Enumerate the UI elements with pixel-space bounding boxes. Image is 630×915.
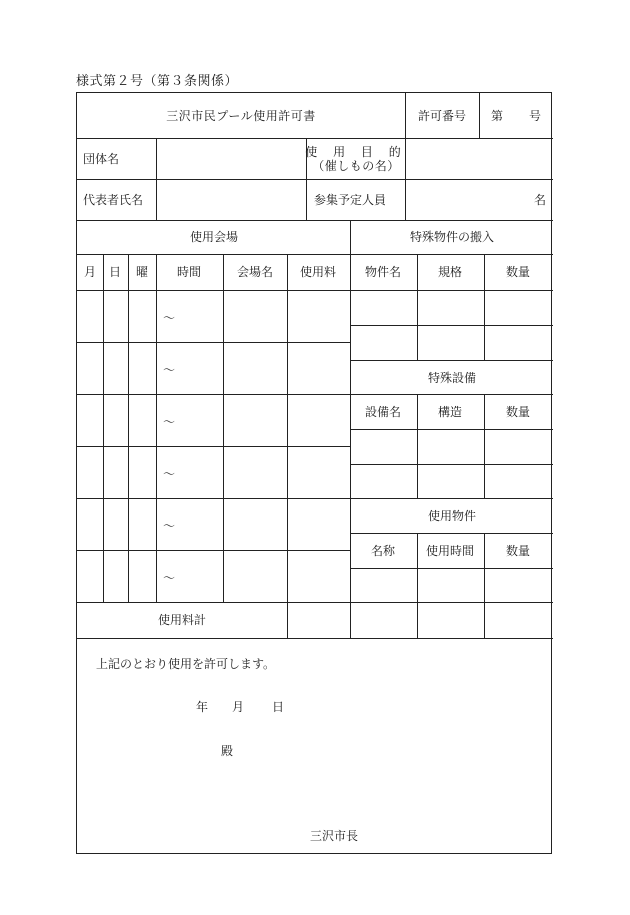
right-row-line — [350, 464, 553, 465]
col-fee: 使用料 — [299, 265, 337, 279]
col-time: 時間 — [176, 265, 202, 279]
line-v — [156, 138, 157, 220]
permit-statement: 上記のとおり使用を許可します。 — [96, 657, 276, 671]
line-h1 — [77, 138, 553, 139]
col-venue-name: 会場名 — [236, 265, 274, 279]
line-v — [479, 93, 480, 138]
venue-row-line — [77, 446, 350, 447]
permit-number-label: 許可番号 — [417, 109, 467, 123]
line-h5 — [77, 290, 553, 291]
col-equipment-name: 設備名 — [364, 405, 402, 419]
attendance-unit: 名 — [533, 193, 546, 207]
line-h7 — [77, 638, 553, 639]
right-row-line — [350, 498, 553, 499]
venue-row-line — [77, 498, 350, 499]
line-v — [484, 254, 485, 360]
line-v — [103, 254, 104, 602]
line-v — [484, 394, 485, 499]
line-v — [287, 254, 288, 638]
purpose-label-line1: 使 用 目 的 — [305, 145, 407, 159]
permit-number-go: 号 — [528, 109, 541, 123]
venue-section-title: 使用会場 — [189, 230, 239, 244]
right-row-line — [350, 360, 553, 361]
col-use-goods-name: 名称 — [370, 544, 396, 558]
line-v — [223, 254, 224, 602]
date-year: 年 — [195, 700, 209, 714]
purpose-label — [305, 145, 406, 173]
special-goods-title: 特殊物件の搬入 — [409, 230, 495, 244]
col-weekday: 曜 — [135, 265, 149, 279]
col-equipment-structure: 構造 — [437, 405, 463, 419]
line-h6 — [77, 602, 553, 603]
col-month: 月 — [83, 265, 97, 279]
use-goods-title: 使用物件 — [427, 509, 477, 523]
right-row-line — [350, 568, 553, 569]
col-use-goods-qty: 数量 — [505, 544, 531, 558]
time-tilde: ～ — [163, 467, 176, 481]
line-v — [128, 254, 129, 602]
time-tilde: ～ — [163, 415, 176, 429]
form-title: 三沢市民プール使用許可書 — [166, 109, 316, 123]
line-h2 — [77, 179, 553, 180]
time-tilde: ～ — [163, 311, 176, 325]
right-row-line — [350, 429, 553, 430]
line-v — [484, 533, 485, 638]
issuer-name: 三沢市長 — [309, 829, 359, 843]
col-goods-qty: 数量 — [505, 265, 531, 279]
right-row-line — [350, 325, 553, 326]
fee-total-label: 使用料計 — [157, 613, 207, 627]
group-name-label: 団体名 — [83, 152, 120, 166]
representative-label: 代表者氏名 — [83, 193, 144, 207]
venue-row-line — [77, 550, 350, 551]
col-day: 日 — [108, 265, 122, 279]
attendance-label: 参集予定人員 — [314, 193, 387, 207]
col-use-goods-time: 使用時間 — [425, 544, 475, 558]
permit-number-dai: 第 — [491, 109, 504, 123]
right-row-line — [350, 394, 553, 395]
venue-row-line — [77, 342, 350, 343]
time-tilde: ～ — [163, 363, 176, 377]
line-v — [417, 533, 418, 638]
col-equipment-qty: 数量 — [505, 405, 531, 419]
addressee-suffix: 殿 — [220, 744, 234, 758]
special-equipment-title: 特殊設備 — [427, 371, 477, 385]
col-goods-name: 物件名 — [364, 265, 402, 279]
form-number-label: 様式第２号（第３条関係） — [76, 74, 239, 89]
line-v — [405, 93, 406, 138]
permit-form — [76, 92, 552, 854]
line-h3 — [77, 220, 553, 221]
line-h4 — [77, 254, 553, 255]
line-v-divider — [350, 220, 351, 638]
time-tilde: ～ — [163, 519, 176, 533]
line-v — [417, 394, 418, 499]
date-day: 日 — [271, 700, 285, 714]
purpose-label-line2: （催しもの名） — [312, 159, 400, 173]
venue-row-line — [77, 394, 350, 395]
col-goods-spec: 規格 — [437, 265, 463, 279]
time-tilde: ～ — [163, 571, 176, 585]
line-v — [417, 254, 418, 360]
line-v — [156, 254, 157, 602]
date-month: 月 — [231, 700, 245, 714]
right-row-line — [350, 533, 553, 534]
